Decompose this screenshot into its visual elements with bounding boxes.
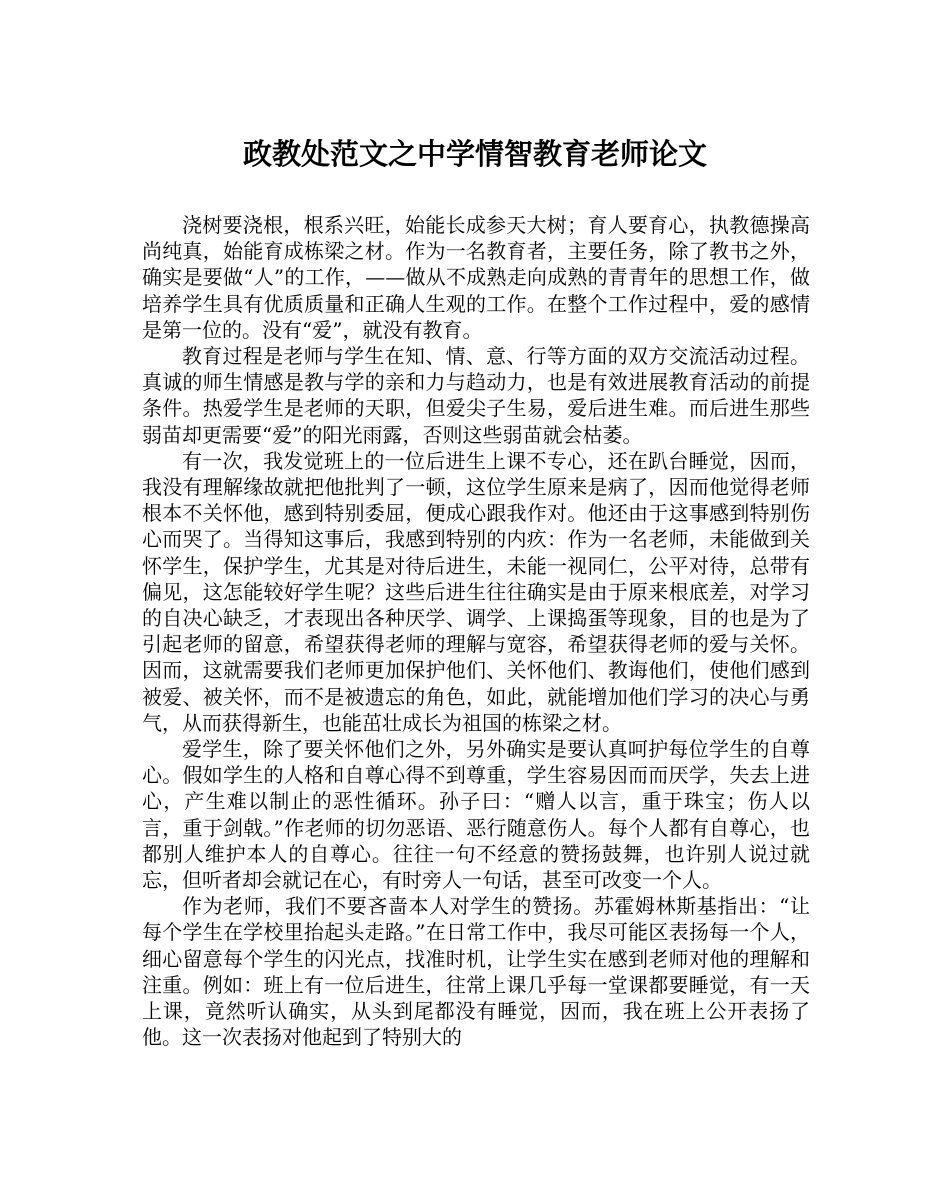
paragraph: 作为老师，我们不要吝啬本人对学生的赞扬。苏霍姆林斯基指出：“让每个学生在学校里抬起头走路。”在日常工作中，我尽可能区表扬每一个人，细心留意每个学生的闪光点，找准时机，让学生实在感到老师对他的理解和注重。例如：班上有一位后进生，往常上课几乎每一堂课都要睡觉，有一天上课，竟然听认确实，从头到尾都没有睡觉，因而，我在班上公开表扬了他。这一次表扬对他起到了特别大的 (142, 894, 810, 1050)
paragraph: 有一次，我发觉班上的一位后进生上课不专心，还在趴台睡觉，因而，我没有理解缘故就把他批判了一顿，这位学生原来是病了，因而他觉得老师根本不关怀他，感到特别委屈，便成心跟我作对。他还由于这事感到特别伤心而哭了。当得知这事后，我感到特别的内疚：作为一名老师，未能做到关怀学生，保护学生，尤其是对待后进生，未能一视同仁，公平对待，总带有偏见，这怎能较好学生呢？这些后进生往往确实是由于原来根底差，对学习的自决心缺乏，才表现出各种厌学、调学、上课捣蛋等现象，目的也是为了引起老师的留意，希望获得老师的理解与宽容，希望获得老师的爱与关怀。因而，这就需要我们老师更加保护他们、关怀他们、教诲他们，使他们感到被爱、被关怀，而不是被遗忘的角色，如此，就能增加他们学习的决心与勇气，从而获得新生，也能茁壮成长为祖国的栋梁之材。 (142, 448, 810, 735)
document-title: 政教处范文之中学情智教育老师论文 (242, 137, 707, 171)
document-body (142, 212, 810, 1051)
paragraph: 爱学生，除了要关怀他们之外，另外确实是要认真呵护每位学生的自尊心。假如学生的人格和自尊心得不到尊重，学生容易因而而厌学，失去上进心，产生难以制止的恶性循环。孙子曰：“赠人以言，重于珠宝；伤人以言，重于剑戟。”作老师的切勿恶语、恶行随意伤人。每个人都有自尊心，也都别人维护本人的自尊心。往往一句不经意的赞扬鼓舞，也许别人说过就忘，但听者却会就记在心，有时旁人一句话，甚至可改变一个人。 (142, 737, 810, 893)
paragraph: 浇树要浇根，根系兴旺，始能长成参天大树；育人要育心，执教德操高尚纯真，始能育成栋梁之材。作为一名教育者，主要任务，除了教书之外，确实是要做“人”的工作，——做从不成熟走向成熟的青青年的思想工作，做培养学生具有优质质量和正确人生观的工作。在整个工作过程中，爱的感情是第一位的。没有“爱”，就没有教育。 (142, 213, 810, 342)
paragraph: 教育过程是老师与学生在知、情、意、行等方面的双方交流活动过程。真诚的师生情感是教与学的亲和力与趋动力，也是有效进展教育活动的前提条件。热爱学生是老师的天职，但爱尖子生易，爱后进生难。而后进生那些弱苗却更需要“爱”的阳光雨露，否则这些弱苗就会枯萎。 (142, 344, 810, 447)
